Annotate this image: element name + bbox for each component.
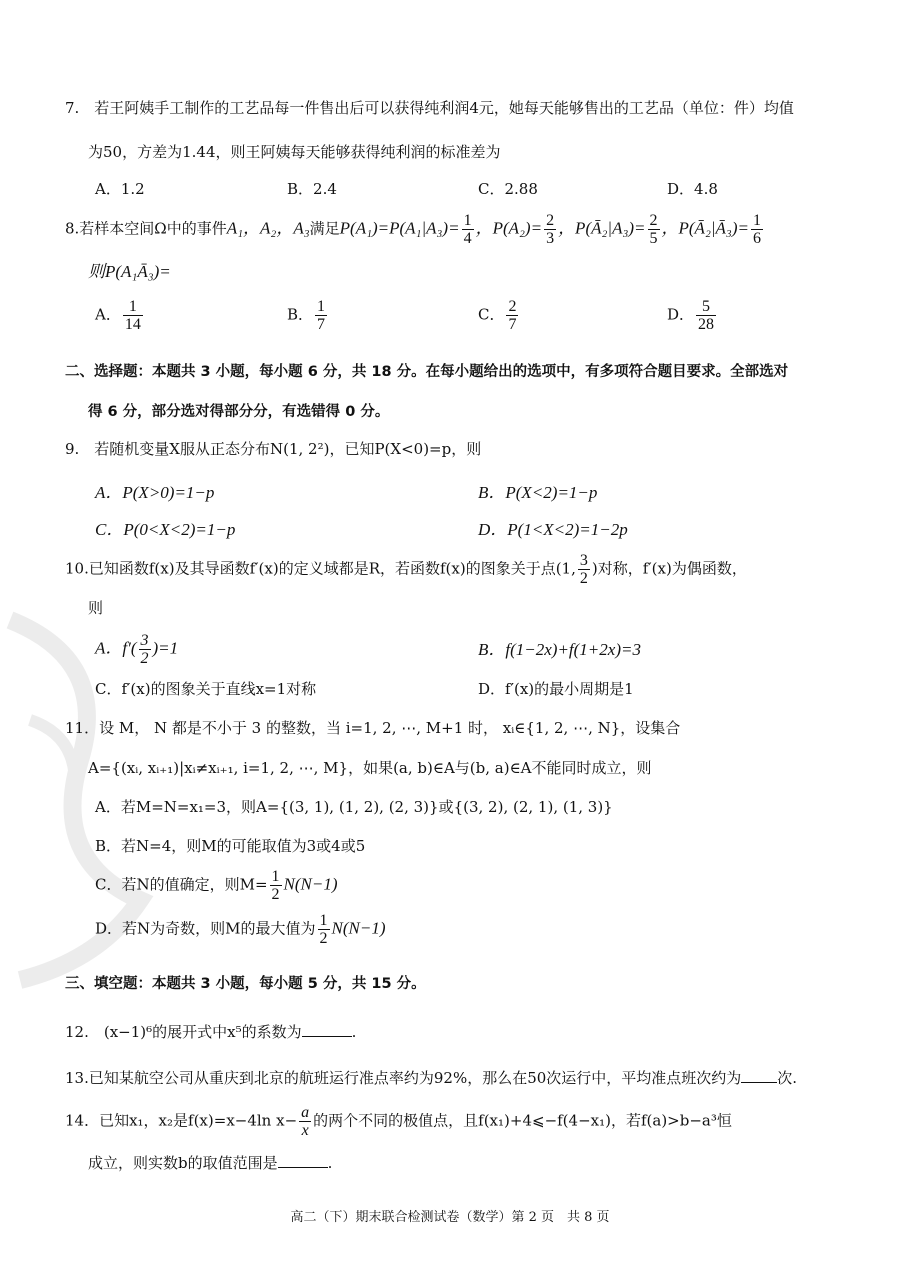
q8-option-d xyxy=(667,298,718,333)
q8-option-a-den: 14 xyxy=(124,316,141,333)
q8-mid: 满足 xyxy=(309,219,340,238)
q8-cond1: P(A₁)=P(A₁|A₃)= xyxy=(339,218,460,238)
q14-line2-text: 成立，则实数b的取值范围是 xyxy=(88,1154,278,1172)
q10-option-d: D．f′(x)的最小周期是1 xyxy=(478,680,634,698)
q14-line1-b: 的两个不同的极值点，且f(x₁)+4⩽−f(4−x₁)，若f(a)>b−a³恒 xyxy=(313,1111,732,1130)
q9-option-c: C．P(0<X<2)=1−p xyxy=(95,520,236,539)
q8-cond3-den: 5 xyxy=(649,230,658,247)
q10-stem-line2: 则 xyxy=(88,599,104,617)
q10-fraction xyxy=(578,552,590,587)
q10-option-b: B．f(1−2x)+f(1+2x)=3 xyxy=(478,640,641,659)
q8-option-b-num: 1 xyxy=(317,298,326,315)
q11-option-c-part1: C．若N的值确定，则M= xyxy=(95,875,268,894)
q8-option-b-fraction xyxy=(315,298,327,333)
q8-prefix: 8.若样本空间Ω中的事件 xyxy=(65,219,227,238)
q10-option-a-part2: )=1 xyxy=(152,638,179,658)
q10-frac-den: 2 xyxy=(579,570,588,587)
q11-option-c-part2: N(N−1) xyxy=(283,874,338,894)
q8-events: A₁，A₂，A₃ xyxy=(226,218,310,238)
q8-cond2: ，P(A₂)= xyxy=(475,218,543,238)
q8-option-a-label: A． xyxy=(95,305,121,324)
q8-stem-line1 xyxy=(65,212,765,247)
q11-option-c-fraction xyxy=(270,868,282,903)
q11-option-c-num: 1 xyxy=(271,868,280,885)
q8-cond3-fraction xyxy=(648,212,660,247)
q8-cond3-num: 2 xyxy=(649,212,658,229)
q8-cond4: ，P(Ā₂|Ā₃)= xyxy=(661,218,749,238)
q12-answer-blank xyxy=(302,1022,352,1037)
q11-option-d-den: 2 xyxy=(319,930,328,947)
q8-option-a xyxy=(95,298,145,333)
q11-option-d-fraction xyxy=(318,912,330,947)
q8-option-c-num: 2 xyxy=(508,298,517,315)
q14-frac-den: x xyxy=(301,1122,309,1139)
section-2-heading-line1: 二、选择题：本题共 3 小题，每小题 6 分，共 18 分。在每小题给出的选项中，有多项符合题目要求。全部选对 xyxy=(65,364,789,380)
q8-option-c xyxy=(478,298,520,333)
q11-stem-line1: 11．设 M， N 都是不小于 3 的整数，当 i=1, 2, ⋯, M+1 时， xᵢ∈{1, 2, ⋯, N}，设集合 xyxy=(65,719,681,737)
q8-cond2-fraction xyxy=(544,212,556,247)
q8-cond1-fraction xyxy=(462,212,474,247)
q8-cond1-num: 1 xyxy=(463,212,472,229)
q9-stem: 9. 若随机变量X服从正态分布N(1, 2²)，已知P(X<0)=p，则 xyxy=(65,440,482,458)
q10-frac-num: 3 xyxy=(579,552,588,569)
q10-option-c: C．f′(x)的图象关于直线x=1对称 xyxy=(95,680,317,698)
q7-stem-line1: 7. 若王阿姨手工制作的工艺品每一件售出后可以获得纯利润4元，她每天能够售出的工艺品（单位：件）均值 xyxy=(65,99,794,117)
q11-option-a: A．若M=N=x₁=3，则A={(3, 1), (1, 2), (2, 3)}或{(3, 2), (2, 1), (1, 3)} xyxy=(95,798,613,816)
q13-suffix: 次. xyxy=(777,1069,798,1087)
q8-cond2-num: 2 xyxy=(546,212,555,229)
q13-answer-blank xyxy=(741,1068,777,1083)
q14-line1-a: 14．已知x₁，x₂是f(x)=x−4ln x− xyxy=(65,1111,298,1130)
q13-text: 13.已知某航空公司从重庆到北京的航班运行准点率约为92%，那么在50次运行中，平均准点班次约为 xyxy=(65,1069,742,1087)
q12-stem xyxy=(65,1021,356,1042)
q14-fraction xyxy=(299,1104,311,1139)
q9-option-b: B．P(X<2)=1−p xyxy=(478,483,598,502)
q8-cond3: ，P(Ā₂|A₃)= xyxy=(558,218,646,238)
q8-cond2-den: 3 xyxy=(546,230,555,247)
q8-cond1-den: 4 xyxy=(463,230,472,247)
q11-option-d-num: 1 xyxy=(319,912,328,929)
q14-period: . xyxy=(327,1154,333,1172)
q7-option-d: D．4.8 xyxy=(667,180,718,198)
q9-option-d: D．P(1<X<2)=1−2p xyxy=(478,520,628,539)
q8-option-b-label: B． xyxy=(287,305,314,324)
q11-option-c xyxy=(95,868,338,903)
q10-stem-line1 xyxy=(65,552,747,587)
q10-line1-b: )对称，f′(x)为偶函数， xyxy=(591,559,747,578)
q8-option-c-den: 7 xyxy=(508,316,517,333)
q13-stem xyxy=(65,1067,797,1088)
q8-option-a-num: 1 xyxy=(123,298,143,316)
q10-option-a-den: 2 xyxy=(140,650,149,667)
page-footer: 高二（下）期末联合检测试卷（数学）第 2 页 共 8 页 xyxy=(290,1210,610,1225)
q7-stem-line2: 为50，方差为1.44，则王阿姨每天能够获得纯利润的标准差为 xyxy=(88,143,501,161)
q14-answer-blank xyxy=(278,1153,328,1168)
q14-frac-num: a xyxy=(301,1104,310,1121)
q7-option-b: B．2.4 xyxy=(287,180,337,198)
q11-option-c-den: 2 xyxy=(271,886,280,903)
q8-cond4-den: 6 xyxy=(752,230,761,247)
q8-option-d-fraction xyxy=(696,298,716,333)
q8-cond4-fraction xyxy=(751,212,763,247)
q8-option-d-label: D． xyxy=(667,305,695,324)
q10-option-a-fraction xyxy=(139,632,151,667)
q10-option-a-part1: A．f′( xyxy=(95,638,137,658)
section-3-heading: 三、填空题：本题共 3 小题，每小题 5 分，共 15 分。 xyxy=(65,976,426,992)
q8-option-d-num: 5 xyxy=(696,298,716,316)
q8-option-d-den: 28 xyxy=(698,316,715,333)
q10-line1-a: 10.已知函数f(x)及其导函数f′(x)的定义域都是R，若函数f(x)的图象关于点(1, xyxy=(65,559,576,578)
q9-option-a: A．P(X>0)=1−p xyxy=(95,483,215,502)
q10-option-a xyxy=(95,632,178,667)
q8-option-c-fraction xyxy=(506,298,518,333)
q12-period: . xyxy=(351,1023,357,1041)
q8-option-c-label: C． xyxy=(478,305,505,324)
q11-option-d-part2: N(N−1) xyxy=(331,918,386,938)
q14-stem-line1 xyxy=(65,1104,732,1139)
q8-option-b-den: 7 xyxy=(317,316,326,333)
q12-text: 12. (x−1)⁶的展开式中x⁵的系数为 xyxy=(65,1023,302,1041)
q11-stem-line2: A={(xᵢ, xᵢ₊₁)|xᵢ≠xᵢ₊₁, i=1, 2, ⋯, M}，如果(a, b)∈A与(b, a)∈A不能同时成立，则 xyxy=(88,759,652,777)
q8-option-b xyxy=(287,298,329,333)
q14-stem-line2 xyxy=(88,1152,332,1173)
q7-option-c: C．2.88 xyxy=(478,180,538,198)
q8-option-a-fraction xyxy=(123,298,143,333)
q11-option-d xyxy=(95,912,386,947)
q7-option-a: A．1.2 xyxy=(95,180,145,198)
section-2-heading-line2: 得 6 分，部分选对得部分分，有选错得 0 分。 xyxy=(88,404,390,420)
q11-option-b: B．若N=4，则M的可能取值为3或4或5 xyxy=(95,837,366,855)
q8-stem-line2: 则P(A₁Ā₃)= xyxy=(88,262,171,281)
q11-option-d-part1: D．若N为奇数，则M的最大值为 xyxy=(95,919,316,938)
q8-cond4-num: 1 xyxy=(752,212,761,229)
q10-option-a-num: 3 xyxy=(140,632,149,649)
